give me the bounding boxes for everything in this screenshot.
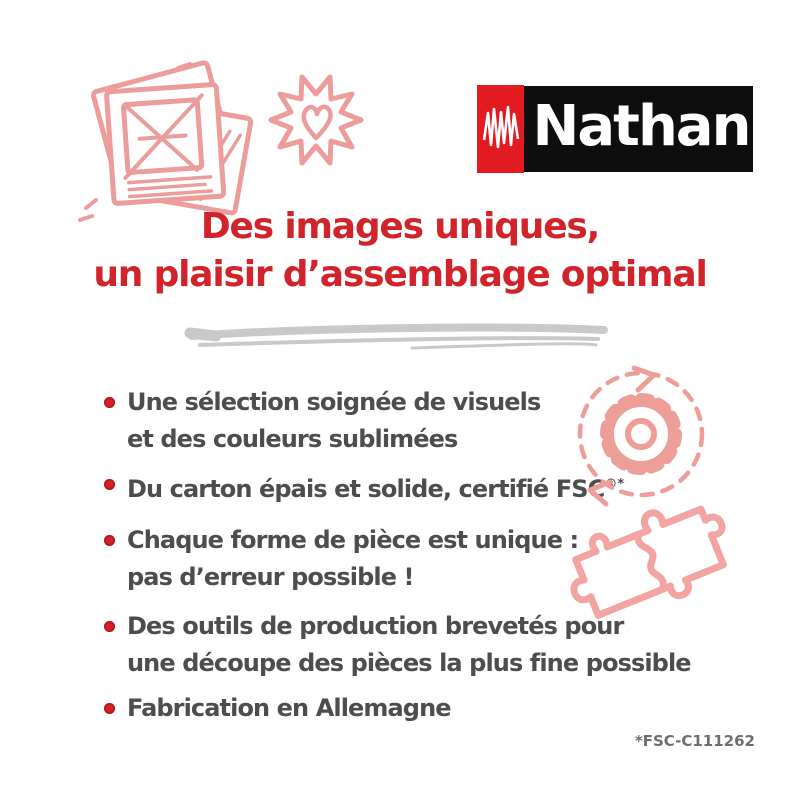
starburst-heart-doodle [271, 77, 361, 163]
gear-cycle-doodle [568, 358, 720, 510]
list-item-line: une découpe des pièces la plus fine possible [127, 649, 691, 677]
list-item-line: pas d’erreur possible ! [127, 563, 414, 591]
list-item-line: et des couleurs sublimées [127, 425, 458, 453]
puzzle-pieces-doodle [562, 492, 737, 637]
list-item-line: Chaque forme de pièce est unique : [127, 526, 579, 554]
logo-scribble-icon [477, 85, 524, 173]
list-item-text [127, 690, 451, 727]
bullet-dot-icon [104, 535, 115, 546]
bullet-dot-icon [104, 397, 115, 408]
list-item-line: Des outils de production brevetés pour [127, 612, 624, 640]
logo-wordmark: Nathan [532, 94, 750, 159]
list-item-line: Du carton épais et solide, certifié FSC [127, 475, 605, 503]
bullet-dot-icon [104, 621, 115, 632]
underline-stroke [180, 314, 620, 358]
bullet-dot-icon [104, 703, 115, 714]
headline-line1: Des images uniques, [200, 206, 600, 247]
nathan-logo [477, 85, 753, 173]
list-item-text [127, 384, 540, 458]
list-item-text [127, 522, 578, 596]
bullet-dot-icon [104, 479, 115, 490]
list-item [104, 690, 724, 727]
list-item-text [127, 466, 624, 508]
logo-red-square [477, 85, 524, 173]
list-item-line: Fabrication en Allemagne [127, 694, 451, 722]
headline-line2: un plaisir d’assemblage optimal [93, 254, 707, 295]
headline [0, 203, 800, 299]
list-item-line: Une sélection soignée de visuels [127, 388, 541, 416]
fsc-superscript: ®* [604, 477, 625, 492]
fsc-footnote: *FSC-C111262 [634, 732, 755, 750]
